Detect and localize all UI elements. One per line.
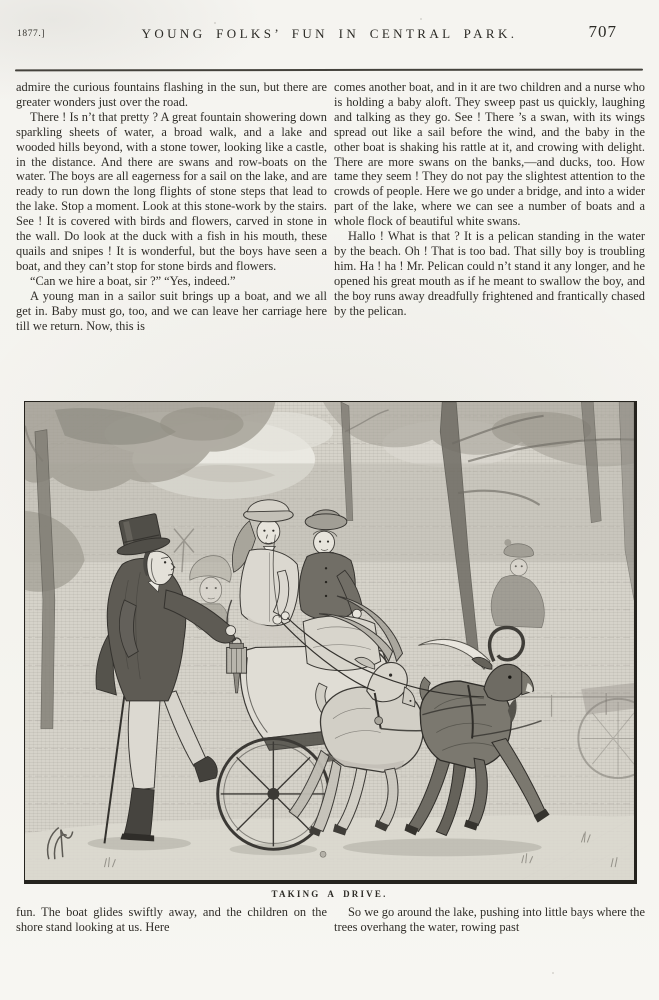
paragraph: comes another boat, and in it are two children and a nurse who is holding a baby aloft. They sweep past us quickly, laughing and talking as they go. See ! There ’s a swan, with its wings spread out like a sail before the wind, and the baby in the other boat is shaking his rattle at it, and crowing with delight. There are more swans on the banks,—and ducks, too. How tame they seem ! They do not pay the slightest attention to the crowds of people. Here we go under a bridge, and into a wider part of the lake, where we can see a number of boats and a whole flock of beautiful white swans.: [334, 80, 645, 229]
page-title: YOUNG FOLKS’ FUN IN CENTRAL PARK.: [141, 26, 518, 41]
paragraph: fun. The boat glides swiftly away, and the children on the shore stand looking at us. Here: [16, 905, 327, 934]
header-rule: [15, 69, 643, 71]
paragraph: So we go around the lake, pushing into little bays where the trees overhang the water, rowing past: [334, 905, 645, 934]
paragraph: There ! Is n’t that pretty ? A great fountain showering down sparkling sheets of water, a broad walk, and a lake and wooded hills beyond, with a stone tower, looking like a castle, in the distance. And there are swans and row-boats on the water. The boys are all eagerness for a sail on the lake, and are ready to run down the long flights of stone steps that lead to the lake. Stop a moment. Look at this stone-work by the stairs. See ! It is covered with birds and flowers, carved in stone in the wall. Do look at the duck with a fish in his mouth, these quails and snipes ! It is wonderful, but the boys have seen a boat, and they can’t stop for stone birds and flowers.: [16, 109, 327, 273]
paragraph: Hallo ! What is that ? It is a pelican standing in the water by the beach. Oh ! That is too bad. That silly boy is troubling him. Ha ! ha ! Mr. Pelican could n’t stand it any longer, and he opened his great mouth as if he meant to swallow the boy, and the boy runs away dreadfully frightened and frantically chased by the pelican.: [334, 229, 645, 318]
paper-speck: [214, 22, 216, 24]
column-right-bottom: [334, 905, 645, 935]
page-number: 707: [588, 22, 617, 41]
paragraph: “Can we hire a boat, sir ?” “Yes, indeed.”: [30, 273, 236, 288]
engraving-illustration: [24, 401, 637, 884]
paper-speck: [552, 972, 554, 974]
engraving-scene: [25, 402, 634, 880]
paragraph: A young man in a sailor suit brings up a boat, and we all get in. Baby must go, too, and we can leave her carriage here till we return. Now, this is: [16, 288, 327, 333]
paragraph: admire the curious fountains flashing in the sun, but there are greater wonders just over the road.: [16, 80, 327, 109]
goat-far: [405, 627, 550, 835]
paper-speck: [420, 18, 422, 20]
column-left-top: [16, 80, 327, 333]
header-date: 1877.]: [17, 29, 46, 39]
illustration-caption: TAKING A DRIVE.: [271, 889, 388, 899]
column-right-top: [334, 80, 645, 319]
column-left-bottom: [16, 905, 327, 935]
pebble: [320, 851, 326, 857]
